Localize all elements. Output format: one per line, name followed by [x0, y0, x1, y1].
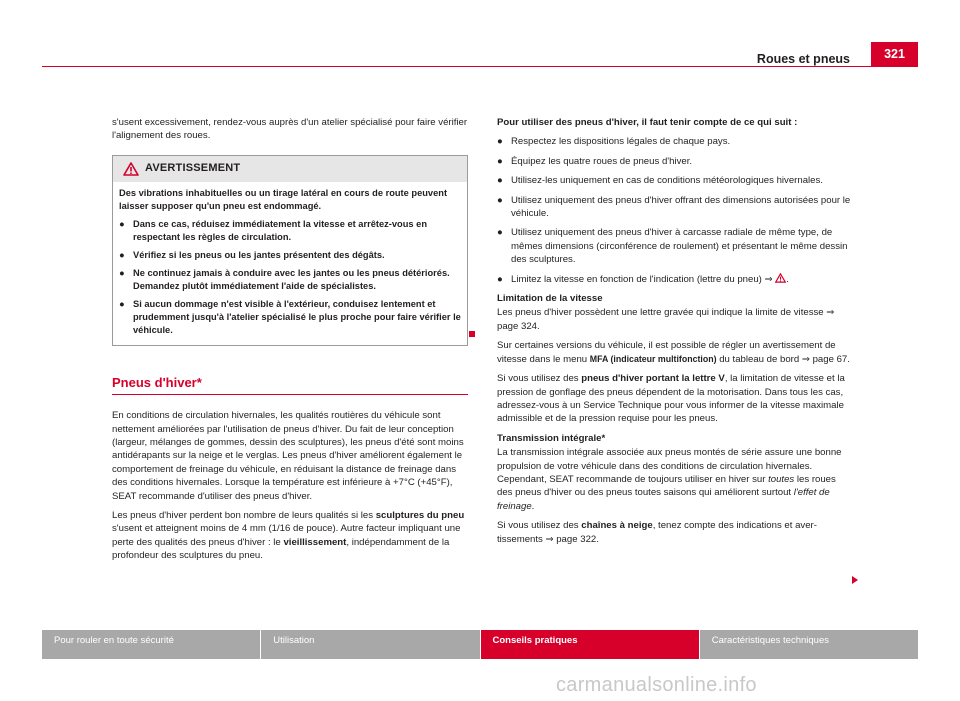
speed-warning-paragraph: Sur certaines versions du véhicule, il est possible de régler un avertissement de vitesse dans le menu MFA (indicateur multifonction) du tableau de bord ⇒ page 67.: [497, 340, 850, 365]
speed-limit-paragraph: Les pneus d'hiver possèdent une lettre gravée qui indique la limite de vitesse ⇒ page 324.: [497, 307, 835, 332]
all-wheel-drive-heading: Transmission intégrale*: [497, 432, 606, 444]
usage-bullet: ● Limitez la vitesse en fonction de l'indication (lettre du pneu) ⇒ .: [497, 273, 789, 285]
warning-header: [113, 156, 467, 182]
section-title: Pneus d'hiver*: [112, 376, 468, 395]
end-of-section-marker: [469, 331, 475, 337]
warning-bullet: ● Dans ce cas, réduisez immédiatement la vitesse et arrêtez-vous en respectant les règles de circulation.: [119, 218, 428, 242]
warning-ref-icon[interactable]: [775, 274, 786, 285]
warning-triangle-icon: [123, 162, 139, 176]
winter-tyres-paragraph: En conditions de circulation hivernales, les qualités routières du véhicule sont nettement améliorées par l'utilisation de pneus d'hiver. Du fait de leur conception (largeur, mélanges de gommes, dessin des sculptures), les pneus d'été sont moins antidérapants sur la neige et le verglas. Les pneus d'hiver améliorent également le comportement de freinage du véhicule, en réduisant la distance de freinage dans des conditions hivernales. Lorsque la température est inférieure à +7°C (+45°F), SEAT recommande d'utiliser des pneus d'hiver.: [112, 410, 464, 502]
warning-bullet: ● Ne continuez jamais à conduire avec les jantes ou les pneus détériorés. Demandez plutôt immédiatement l'aide de spécialistes.: [119, 267, 450, 291]
usage-bullet: ● Respectez les dispositions légales de chaque pays.: [497, 136, 731, 148]
usage-bullet: ● Utilisez uniquement des pneus d'hiver offrant des dimensions autorisées pour le véhicule.: [497, 194, 851, 220]
footer-tab-technical-data[interactable]: Caractéristiques techniques: [700, 630, 918, 659]
running-header-title: Roues et pneus: [756, 52, 850, 66]
footer-tab-practical-tips[interactable]: Conseils pratiques: [481, 630, 700, 659]
snow-chains-paragraph: Si vous utilisez des chaînes à neige, tenez compte des indications et avertissements ⇒ page 322.: [497, 520, 817, 545]
warning-bullet: ● Vérifiez si les pneus ou les jantes présentent des dégâts.: [119, 249, 385, 260]
speed-limit-heading: Limitation de la vitesse: [497, 293, 603, 305]
warning-title: AVERTISSEMENT: [145, 162, 241, 175]
watermark: carmanualsonline.info: [556, 674, 757, 696]
usage-bullet: ● Utilisez uniquement des pneus d'hiver à carcasse radiale de même type, de mêmes dimensions (circonférence de roulement) et présentant le même dessin des sculptures.: [497, 227, 848, 266]
usage-bullet: ● Équipez les quatre roues de pneus d'hiver.: [497, 155, 693, 167]
v-rated-paragraph: Si vous utilisez des pneus d'hiver portant la lettre V, la limitation de vitesse et la pression de gonflage des pneus dépendent de la motorisation. Dans tous les cas, adressez-vous à un Service Technique pour vous informer de la vitesse maximale admissible et de la pression requise pour les pneus.: [497, 373, 845, 425]
tread-paragraph: Les pneus d'hiver perdent bon nombre de leurs qualités si les sculptures du pneu s'usent et atteignent moins de 4 mm (1/16 de pouce). Autre facteur impliquant une perte des qualités des pneus d'hiver : le vieillissement, indépendamment de la profondeur des sculptures du pneu.: [112, 510, 465, 562]
footer-tab-operation[interactable]: Utilisation: [261, 630, 480, 659]
warning-box: [112, 155, 468, 346]
page-number: 321: [871, 42, 918, 66]
header-rule: [42, 66, 918, 67]
warning-lead: Des vibrations inhabituelles ou un tirage latéral en cours de route peuvent laisser supposer qu'un pneu est endommagé.: [119, 187, 448, 211]
intro-paragraph: s'usent excessivement, rendez-vous auprès d'un atelier spécialisé pour faire vérifier l'alignement des roues.: [112, 117, 468, 142]
warning-body: [113, 182, 467, 345]
footer-nav: [42, 630, 918, 659]
footer-tab-safety[interactable]: Pour rouler en toute sécurité: [42, 630, 261, 659]
warning-bullet: ● Si aucun dommage n'est visible à l'extérieur, conduisez lentement et prudemment jusqu'à l'atelier spécialisé le plus proche pour faire vérifier le véhicule.: [119, 298, 461, 335]
right-column: [497, 116, 852, 552]
usage-lead: Pour utiliser des pneus d'hiver, il faut tenir compte de ce qui suit :: [497, 117, 798, 128]
all-wheel-drive-paragraph: La transmission intégrale associée aux pneus montés de série assure une bonne propulsion de votre véhicule dans des conditions de circulation hivernales. Cependant, SEAT recommande de toujours utiliser en hiver sur toutes les roues des pneus d'hiver ou des pneus toutes saisons qui améliorent surtout l'effet de freinage.: [497, 447, 842, 512]
continue-arrow-icon: [852, 576, 858, 584]
left-column: [112, 116, 468, 569]
usage-bullet: ● Utilisez-les uniquement en cas de conditions météorologiques hivernales.: [497, 175, 823, 187]
